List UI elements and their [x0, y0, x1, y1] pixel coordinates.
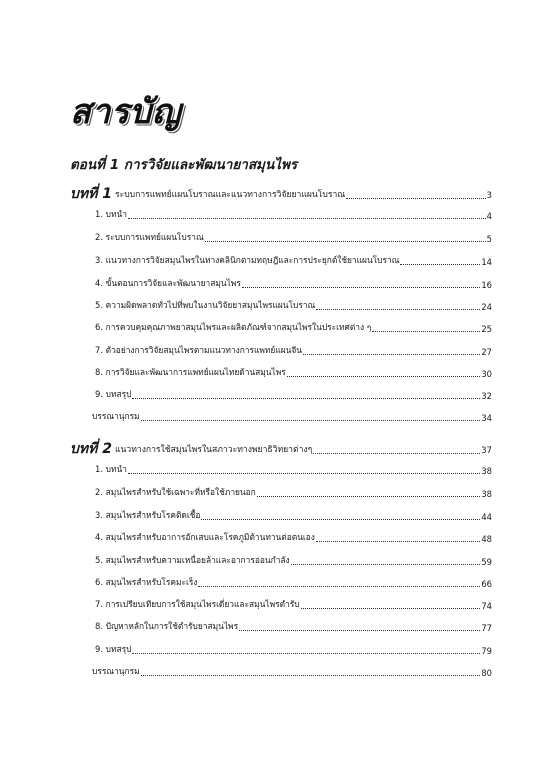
entry-text: 7. การเปรียบเทียบการใช้สมุนไพรเดี่ยวและสมุนไพรตำรับ: [95, 599, 300, 609]
dot-leader: [141, 419, 481, 421]
chapter-title: แนวทางการใช้สมุนไพรในสภาวะทางพยาธิวิทยาต่างๆ: [114, 445, 313, 455]
entry-text: 5. ความผิดพลาดทั่วไปที่พบในงานวิจัยยาสมุนไพรแผนโบราณ: [95, 300, 316, 310]
page-number: 44: [481, 512, 492, 522]
page-number: 80: [481, 668, 492, 678]
page-number: 5: [486, 234, 492, 244]
toc-entry[interactable]: [95, 487, 492, 499]
page-number: 32: [481, 391, 492, 401]
toc-entry[interactable]: [95, 255, 492, 267]
toc-entry[interactable]: [95, 555, 492, 567]
page-number: 48: [481, 534, 492, 544]
dot-leader: [198, 585, 480, 587]
page-number: 66: [481, 579, 492, 589]
chapter-label: บทที่ 2: [70, 441, 112, 457]
page-number: 79: [481, 646, 492, 656]
entry-text: 9. บทสรุป: [95, 644, 132, 654]
dot-leader: [400, 263, 480, 265]
entry-text: 6. สมุนไพรสำหรับโรคมะเร็ง: [95, 577, 198, 587]
page-number: 16: [481, 280, 492, 290]
page-number: 30: [481, 369, 492, 379]
dot-leader: [303, 353, 480, 355]
entry-text: 6. การควบคุมคุณภาพยาสมุนไพรและผลิตภัณฑ์จากสมุนไพรในประเทศต่าง ๆ: [95, 322, 372, 332]
dot-leader: [313, 452, 480, 454]
toc-entry[interactable]: [95, 232, 492, 244]
dot-leader: [346, 197, 485, 199]
entry-text: บรรณานุกรม: [92, 411, 140, 421]
entry-text: 9. บทสรุป: [95, 389, 132, 399]
toc-entry[interactable]: [95, 644, 492, 656]
page-number: 59: [481, 557, 492, 567]
dot-leader: [141, 674, 481, 676]
toc-entry[interactable]: [95, 389, 492, 401]
entry-text: 5. สมุนไพรสำหรับความเหนื่อยล้าและอาการอ่อนกำลัง: [95, 555, 290, 565]
chapter-title: ระบบการแพทย์แผนโบราณและแนวทางการวิจัยยาแผนโบราณ: [114, 190, 346, 200]
page-number: 25: [481, 324, 492, 334]
toc-entry-bibliography[interactable]: [92, 666, 492, 678]
page-number: 3: [486, 191, 492, 201]
toc-entry-bibliography[interactable]: [92, 411, 492, 423]
dot-leader: [132, 397, 480, 399]
page-number: 4: [486, 211, 492, 221]
entry-text: 3. สมุนไพรสำหรับโรคติดเชื้อ: [95, 510, 201, 520]
part-heading: ตอนที่ 1 การวิจัยและพัฒนายาสมุนไพร: [70, 157, 298, 173]
dot-leader: [301, 607, 481, 609]
toc-entry[interactable]: [95, 345, 492, 357]
entry-text: 4. ขั้นตอนการวิจัยและพัฒนายาสมุนไพร: [95, 278, 241, 288]
dot-leader: [128, 217, 486, 219]
dot-leader: [372, 330, 480, 332]
entry-text: 1. บทนำ: [95, 209, 127, 219]
page-number: 38: [481, 466, 492, 476]
entry-text: 3. แนวทางการวิจัยสมุนไพรในทางคลินิกตามทฤษฎีและการประยุกต์ใช้ยาแผนโบราณ: [95, 255, 400, 265]
dot-leader: [205, 240, 486, 242]
page-number: 37: [481, 446, 492, 456]
page-number: 77: [481, 623, 492, 633]
dot-leader: [257, 495, 481, 497]
toc-entry[interactable]: [95, 322, 492, 334]
dot-leader: [201, 518, 480, 520]
page-number: 34: [481, 413, 492, 423]
dot-leader: [316, 540, 480, 542]
page-number: 74: [481, 601, 492, 611]
toc-entry[interactable]: [95, 367, 492, 379]
dot-leader: [287, 375, 481, 377]
entry-text: 1. บทนำ: [95, 464, 127, 474]
toc-entry[interactable]: [95, 464, 492, 476]
dot-leader: [316, 308, 480, 310]
dot-leader: [242, 286, 481, 288]
entry-text: 7. ตัวอย่างการวิจัยสมุนไพรตามแนวทางการแพทย์แผนจีน: [95, 345, 302, 355]
page-number: 24: [481, 302, 492, 312]
toc-entry[interactable]: [95, 621, 492, 633]
toc-entry[interactable]: [95, 278, 492, 290]
toc-entry[interactable]: [95, 577, 492, 589]
entry-text: 2. สมุนไพรสำหรับใช้เฉพาะที่หรือใช้ภายนอก: [95, 487, 256, 497]
page-number: 38: [481, 489, 492, 499]
dot-leader: [132, 652, 480, 654]
entry-text: บรรณานุกรม: [92, 666, 140, 676]
entry-text: 4. สมุนไพรสำหรับอาการอักเสบและโรคภูมิต้านทานต่อตนเอง: [95, 532, 315, 542]
page-number: 27: [481, 347, 492, 357]
dot-leader: [128, 472, 480, 474]
entry-text: 8. การวิจัยและพัฒนาการแพทย์แผนไทยด้านสมุนไพร: [95, 367, 286, 377]
page-number: 14: [481, 257, 492, 267]
page-title: สารบัญ: [70, 92, 182, 132]
toc-entry[interactable]: [95, 209, 492, 221]
dot-leader: [239, 629, 480, 631]
toc-chapter-2[interactable]: [70, 438, 492, 456]
chapter-label: บทที่ 1: [70, 186, 112, 202]
toc-entry[interactable]: [95, 599, 492, 611]
dot-leader: [291, 563, 481, 565]
toc-entry[interactable]: [95, 510, 492, 522]
entry-text: 2. ระบบการแพทย์แผนโบราณ: [95, 232, 204, 242]
entry-text: 8. ปัญหาหลักในการใช้ตำรับยาสมุนไพร: [95, 621, 239, 631]
toc-entry[interactable]: [95, 532, 492, 544]
toc-entry[interactable]: [95, 300, 492, 312]
toc-chapter-1[interactable]: [70, 183, 492, 201]
